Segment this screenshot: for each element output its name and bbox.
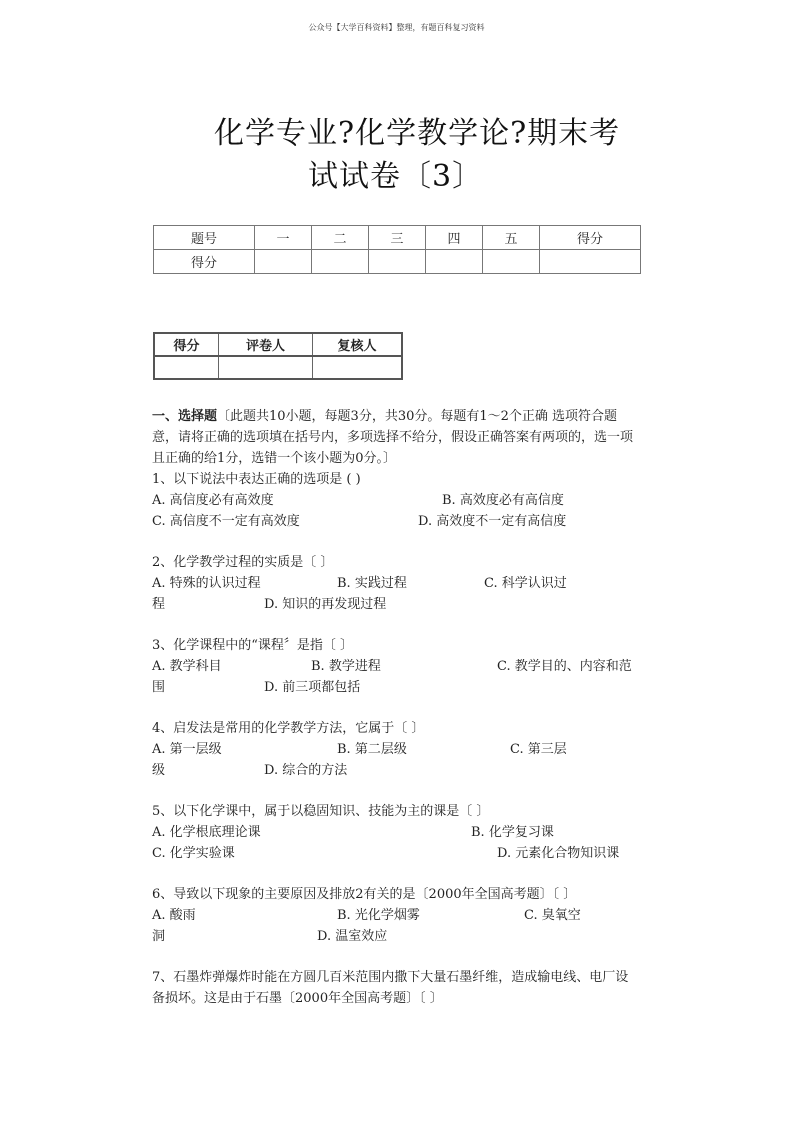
grader-header-cell: 复核人 <box>313 333 403 356</box>
question-4-option-a: A. 第一层级 <box>152 742 222 757</box>
question-6-option-b: B. 光化学烟雾 <box>337 908 420 923</box>
question-2-option-c: C. 科学认识过 <box>484 576 567 591</box>
section-1-instructions-line2: 意，请将正确的选项填在括号内，多项选择不给分，假设正确答案有两项的，选一项 <box>152 430 634 445</box>
score-cell[interactable] <box>312 250 369 274</box>
question-2-option-d: D. 知识的再发现过程 <box>264 597 387 612</box>
question-7-stem-cont: 备损坏。这是由于石墨〔2000年全国高考题〕〔 〕 <box>152 991 443 1006</box>
grader-cell[interactable] <box>219 356 313 379</box>
grader-cell[interactable] <box>154 356 219 379</box>
question-4-stem: 4、启发法是常用的化学教学方法，它属于〔 〕 <box>152 721 425 736</box>
score-table <box>153 225 641 274</box>
score-header-cell: 三 <box>369 226 426 250</box>
question-4-option-c-cont: 级 <box>152 763 166 778</box>
grader-table <box>153 332 403 380</box>
question-2-option-b: B. 实践过程 <box>337 576 407 591</box>
question-4-option-c: C. 第三层 <box>510 742 567 757</box>
question-2-stem: 2、化学教学过程的实质是〔 〕 <box>152 555 334 570</box>
section-1-heading: 一、选择题 <box>152 409 218 424</box>
question-3-option-c-cont: 围 <box>152 680 166 695</box>
score-table-value-row <box>154 250 641 274</box>
question-2-option-c-cont: 程 <box>152 597 166 612</box>
question-3-option-d: D. 前三项都包括 <box>264 680 361 695</box>
score-header-cell: 五 <box>483 226 540 250</box>
question-7-stem: 7、石墨炸弹爆炸时能在方圆几百米范围内撒下大量石墨纤维，造成输电线、电厂设 <box>152 970 629 985</box>
question-1-option-c: C. 高信度不一定有高效度 <box>152 514 300 529</box>
question-3-option-c: C. 教学目的、内容和范 <box>497 659 632 674</box>
grader-header-cell: 评卷人 <box>219 333 313 356</box>
score-cell[interactable] <box>255 250 312 274</box>
score-table-header-row <box>154 226 641 250</box>
score-header-cell: 得分 <box>540 226 641 250</box>
question-6-option-c: C. 臭氧空 <box>524 908 581 923</box>
question-1-option-a: A. 高信度必有高效度 <box>152 493 274 508</box>
score-cell[interactable] <box>426 250 483 274</box>
question-5-option-c: C. 化学实验课 <box>152 846 235 861</box>
grader-header-cell: 得分 <box>154 333 219 356</box>
question-1-option-d: D. 高效度不一定有高信度 <box>418 514 567 529</box>
score-header-cell: 一 <box>255 226 312 250</box>
grader-cell[interactable] <box>313 356 403 379</box>
score-cell[interactable] <box>540 250 641 274</box>
question-4-option-d: D. 综合的方法 <box>264 763 348 778</box>
question-6-option-a: A. 酸雨 <box>152 908 196 923</box>
score-cell[interactable] <box>369 250 426 274</box>
question-5-option-a: A. 化学根底理论课 <box>152 825 261 840</box>
score-header-cell: 二 <box>312 226 369 250</box>
grader-header-row <box>154 333 402 356</box>
question-6-stem: 6、导致以下现象的主要原因及排放2有关的是〔2000年全国高考题〕〔 〕 <box>152 887 577 902</box>
question-5-option-d: D. 元素化合物知识课 <box>497 846 620 861</box>
question-2-option-a: A. 特殊的认识过程 <box>152 576 261 591</box>
score-row-label: 得分 <box>154 250 255 274</box>
question-3-stem: 3、化学课程中的“课程〞是指〔 〕 <box>152 638 354 653</box>
section-1-instructions-line1: 〔此题共10小题，每题3分，共30分。每题有1～2个正确 选项符合题 <box>217 409 618 424</box>
exam-title-line1: 化学专业?化学教学论?期末考 <box>214 116 621 151</box>
question-6-option-c-cont: 洞 <box>152 929 166 944</box>
section-1-instructions <box>152 405 617 424</box>
header-note: 公众号【大学百科资料】整理，有题百科复习资料 <box>308 23 485 32</box>
section-1-instructions-line3: 且正确的给1分，选错一个该小题为0分。〕 <box>152 451 397 466</box>
question-5-stem: 5、以下化学课中，属于以稳固知识、技能为主的课是〔 〕 <box>152 804 490 819</box>
score-cell[interactable] <box>483 250 540 274</box>
question-1-option-b: B. 高效度必有高信度 <box>442 493 564 508</box>
score-header-cell: 四 <box>426 226 483 250</box>
exam-title-line2: 试试卷〔3〕 <box>308 159 484 194</box>
grader-value-row <box>154 356 402 379</box>
question-1-stem: 1、以下说法中表达正确的选项是 ( ) <box>152 472 361 487</box>
score-header-cell: 题号 <box>154 226 255 250</box>
question-3-option-b: B. 教学进程 <box>311 659 381 674</box>
question-6-option-d: D. 温室效应 <box>317 929 388 944</box>
question-3-option-a: A. 教学科目 <box>152 659 222 674</box>
question-4-option-b: B. 第二层级 <box>337 742 407 757</box>
question-5-option-b: B. 化学复习课 <box>471 825 554 840</box>
